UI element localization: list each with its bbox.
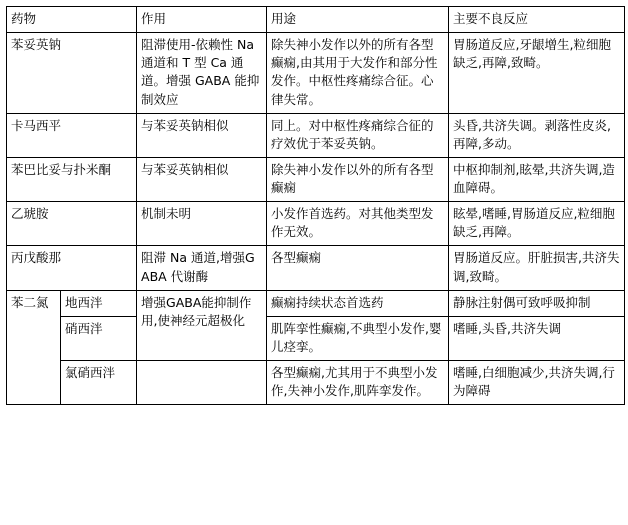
cell-adr: 中枢抑制剂,眩晕,共济失调,造血障碍。 xyxy=(449,157,625,201)
cell-action: 与苯妥英钠相似 xyxy=(137,113,267,157)
cell-adr: 静脉注射偶可致呼吸抑制 xyxy=(449,290,625,316)
column-header-adr: 主要不良反应 xyxy=(449,7,625,33)
cell-use: 小发作首选药。对其他类型发作无效。 xyxy=(267,202,449,246)
table-header-row xyxy=(7,7,625,33)
cell-drug-group-label: 苯二氮 xyxy=(7,290,61,405)
cell-adr: 嗜睡,白细胞减少,共济失调,行为障碍 xyxy=(449,361,625,405)
cell-use: 肌阵挛性癫痫,不典型小发作,婴儿痉挛。 xyxy=(267,316,449,360)
cell-action: 阻滞使用-依赖性 Na 通道和 T 型 Ca 通道。增强 GABA 能抑制效应 xyxy=(137,33,267,114)
cell-group-action: 增强GABA能抑制作用,使神经元超极化 xyxy=(137,290,267,360)
antiepileptic-drug-table xyxy=(6,6,625,405)
column-header-use: 用途 xyxy=(267,7,449,33)
cell-use: 除失神小发作以外的所有各型癫痫 xyxy=(267,157,449,201)
cell-use: 各型癫痫 xyxy=(267,246,449,290)
table-row xyxy=(7,246,625,290)
table-row xyxy=(7,157,625,201)
column-header-drug: 药物 xyxy=(7,7,137,33)
cell-adr: 胃肠道反应,牙龈增生,粒细胞缺乏,再障,致畸。 xyxy=(449,33,625,114)
cell-adr: 头昏,共济失调。剥落性皮炎,再障,多动。 xyxy=(449,113,625,157)
cell-use: 除失神小发作以外的所有各型癫痫,由其用于大发作和部分性发作。中枢性疼痛综合征。心律失常。 xyxy=(267,33,449,114)
table-row xyxy=(7,361,625,405)
table-row xyxy=(7,33,625,114)
table-row xyxy=(7,113,625,157)
cell-adr: 眩晕,嗜睡,胃肠道反应,粒细胞缺乏,再障。 xyxy=(449,202,625,246)
cell-drug-name: 苯妥英钠 xyxy=(7,33,137,114)
cell-use: 各型癫痫,尤其用于不典型小发作,失神小发作,肌阵挛发作。 xyxy=(267,361,449,405)
table-row xyxy=(7,202,625,246)
cell-adr: 胃肠道反应。肝脏损害,共济失调,致畸。 xyxy=(449,246,625,290)
cell-drug-member-name: 硝西泮 xyxy=(61,316,137,360)
cell-use: 癫痫持续状态首选药 xyxy=(267,290,449,316)
cell-action: 阻滞 Na 通道,增强GABA 代谢酶 xyxy=(137,246,267,290)
cell-drug-name: 苯巴比妥与扑米酮 xyxy=(7,157,137,201)
column-header-action: 作用 xyxy=(137,7,267,33)
cell-drug-member-name: 地西泮 xyxy=(61,290,137,316)
cell-drug-name: 丙戊酸那 xyxy=(7,246,137,290)
cell-group-action-empty xyxy=(137,361,267,405)
cell-action: 机制未明 xyxy=(137,202,267,246)
cell-drug-member-name: 氯硝西泮 xyxy=(61,361,137,405)
cell-drug-name: 卡马西平 xyxy=(7,113,137,157)
table-row-group-first xyxy=(7,290,625,316)
cell-drug-name: 乙琥胺 xyxy=(7,202,137,246)
cell-adr: 嗜睡,头昏,共济失调 xyxy=(449,316,625,360)
cell-use: 同上。对中枢性疼痛综合征的疗效优于苯妥英钠。 xyxy=(267,113,449,157)
table-row xyxy=(7,316,625,360)
cell-action: 与苯妥英钠相似 xyxy=(137,157,267,201)
